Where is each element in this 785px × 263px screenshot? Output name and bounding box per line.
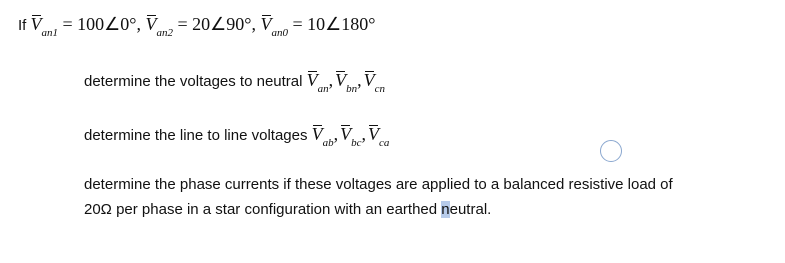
subscript-bn: bn [346, 83, 358, 95]
q3-line2-after: eutral. [449, 201, 492, 218]
text-selection-highlight[interactable]: n [441, 201, 450, 218]
subscript-an0: an0 [271, 27, 289, 39]
given-line [18, 14, 376, 39]
if-word: If [18, 17, 27, 34]
question-voltages-to-neutral [84, 70, 385, 95]
phasor-v-an0: V [260, 14, 272, 34]
subscript-bc: bc [351, 137, 362, 149]
q1-phasors: $V_{an}$, $V_{bn}$, $V_{cn}$ [306, 70, 386, 95]
subscript-an1: an1 [41, 27, 59, 39]
q2-phasors: $V_{ab}$, $V_{bc}$, $V_{ca}$ [311, 124, 390, 149]
cursor-circle-icon [600, 140, 622, 162]
phasor-v-cn: V [363, 70, 375, 90]
value-an0: = 10∠180° [292, 14, 376, 34]
phasor-v-bc: V [340, 124, 352, 144]
value-an2: = 20∠90°, [177, 14, 257, 34]
question-line-to-line [84, 124, 389, 149]
phasor-v-ab: V [311, 124, 323, 144]
subscript-ca: ca [379, 137, 390, 149]
q2-text: determine the line to line voltages [84, 127, 308, 144]
question-phase-currents-line2[interactable] [84, 201, 491, 218]
subscript-an: an [317, 83, 329, 95]
value-an1: = 100∠0°, [62, 14, 142, 34]
phasor-v-an2: V [145, 14, 157, 34]
phasor-v-an1: V [30, 14, 42, 34]
question-phase-currents-line1 [84, 176, 673, 193]
q3-line2-before: 20Ω per phase in a star configuration with an earthed [84, 201, 438, 218]
given-equations [30, 14, 376, 39]
subscript-an2: an2 [156, 27, 174, 39]
q3-line1: determine the phase currents if these voltages are applied to a balanced resistive load of [84, 176, 673, 193]
phasor-v-bn: V [335, 70, 347, 90]
subscript-cn: cn [374, 83, 386, 95]
subscript-ab: ab [322, 137, 334, 149]
phasor-v-an: V [306, 70, 318, 90]
phasor-v-ca: V [368, 124, 380, 144]
q1-text: determine the voltages to neutral [84, 73, 303, 90]
